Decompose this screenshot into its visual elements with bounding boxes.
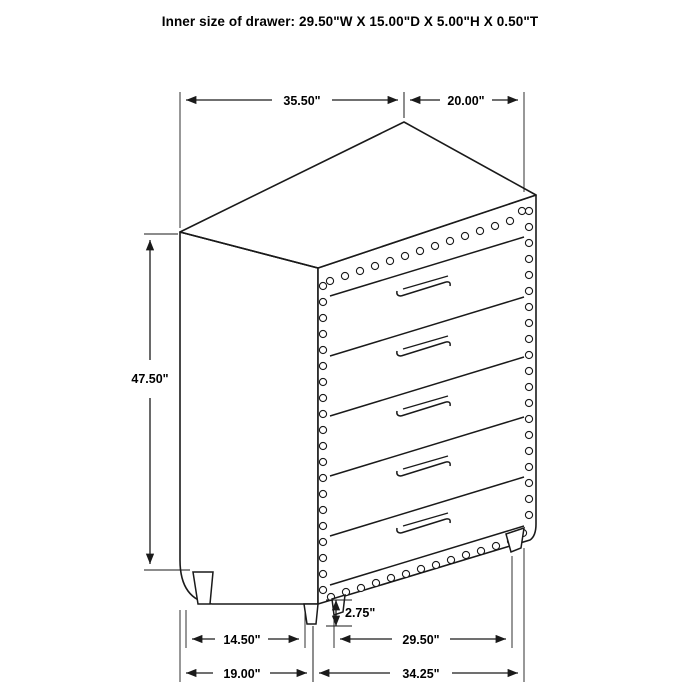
cabinet-front-face — [180, 232, 318, 604]
dim-label-20-00: 20.00" — [447, 94, 485, 108]
page-title: Inner size of drawer: 29.50"W X 15.00"D X 5.00"H X 0.50"T — [161, 14, 539, 29]
dim-label-19-00: 19.00" — [223, 667, 261, 681]
dim-label-35-50: 35.50" — [283, 94, 321, 108]
dim-label-29-50: 29.50" — [402, 633, 440, 647]
chest-body — [180, 122, 536, 604]
dim-label-14-50: 14.50" — [223, 633, 261, 647]
leg-rear-left — [332, 595, 345, 615]
dim-label-34-25: 34.25" — [402, 667, 440, 681]
dim-label-47-50: 47.50" — [131, 372, 169, 386]
dim-label-2-75: 2.75" — [345, 606, 376, 620]
leg-front-right — [304, 604, 318, 624]
